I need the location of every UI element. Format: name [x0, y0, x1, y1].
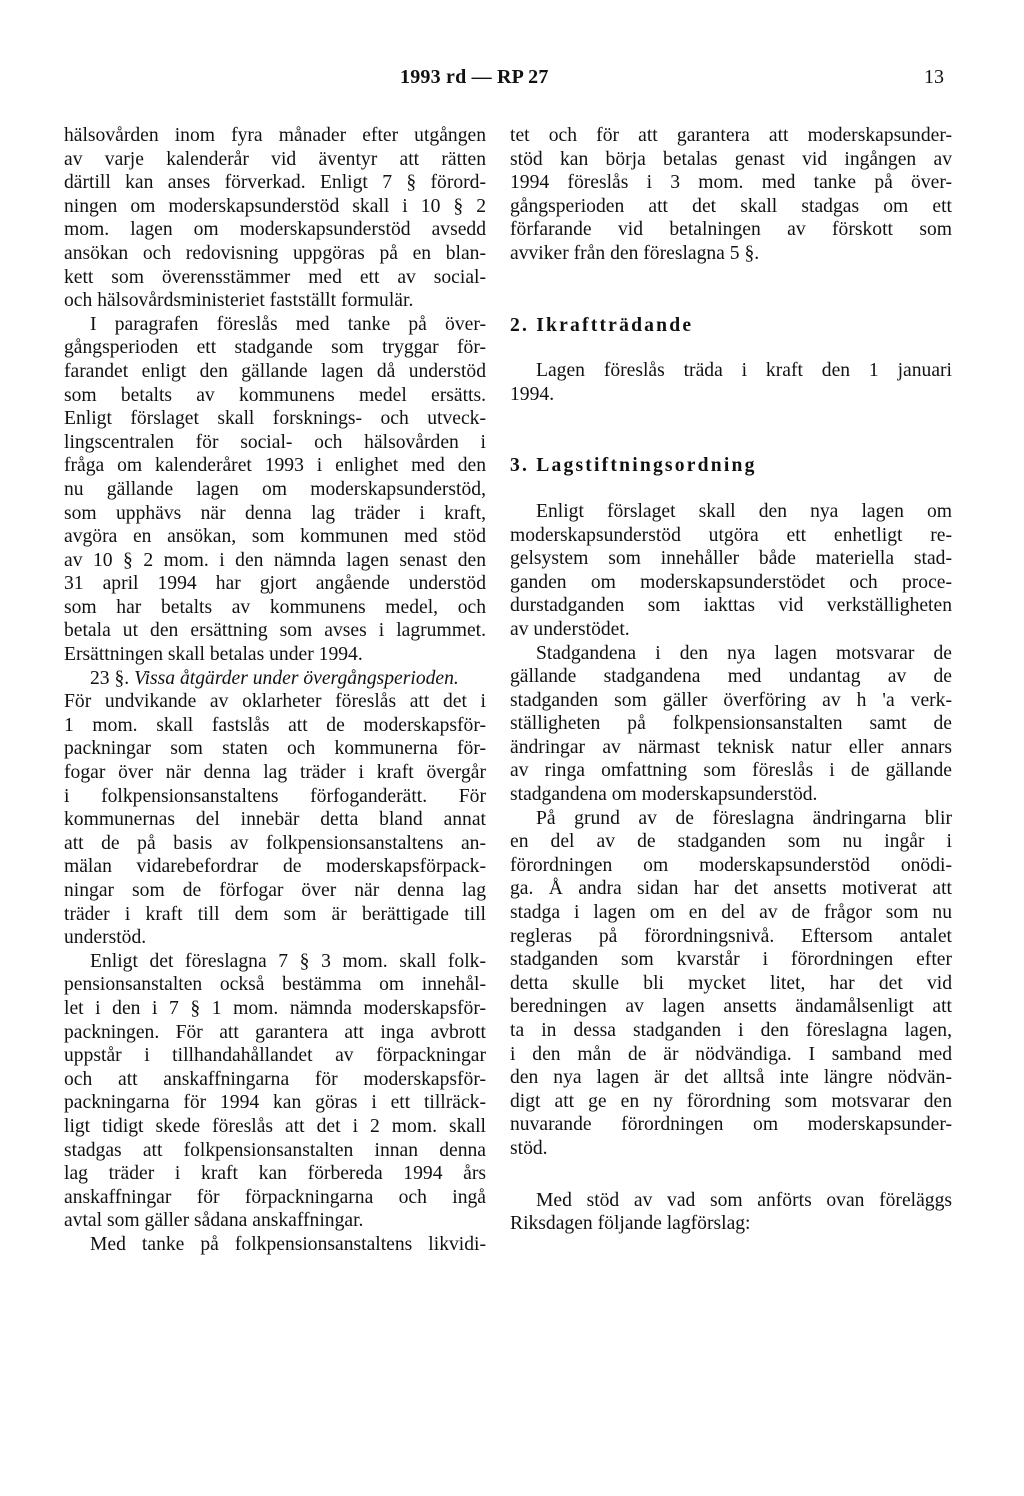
text-line: som upphävs när denna lag träder i kraft,: [64, 502, 486, 524]
text-line: hälsovården inom fyra månader efter utgången: [64, 125, 486, 146]
text-line: Enligt det föreslagna 7 § 3 mom. skall folk-: [90, 950, 486, 972]
text-line: betala ut den ersättning som avses i lagrummet.: [64, 620, 486, 642]
text-line: av 10 § 2 mom. i den nämnda lagen senast den: [64, 549, 486, 571]
running-header: 1993 rd — RP 27: [400, 66, 549, 88]
text-line: kommunernas del innebär detta bland annat: [64, 809, 486, 831]
text-line: stadganden som kvarstår i förordningen efter: [510, 949, 952, 971]
text-line: ningen om moderskapsunderstöd skall i 10 § 2: [64, 195, 486, 217]
text-line: För undvikande av oklarheter föreslås att det i: [64, 691, 486, 713]
text-line: ansökan och redovisning uppgöras på en blan-: [64, 242, 486, 264]
section-heading-lagstiftningsordning: 3. Lagstiftningsordning: [510, 455, 757, 477]
page-number: 13: [924, 66, 944, 88]
text-line: gångsperioden att det skall stadgas om ett: [510, 195, 952, 217]
spacer: [510, 266, 952, 314]
text-line: förfarande vid betalningen av förskott som: [510, 219, 952, 241]
text-line: en del av de stadganden som nu ingår i: [510, 831, 952, 853]
section-number: 23 §.: [90, 667, 130, 689]
text-line: gelsystem som innehåller både materiella stad-: [510, 548, 952, 570]
right-column: [510, 124, 952, 1236]
text-line: gångsperioden ett stadgande som tryggar för-: [64, 337, 486, 359]
text-line: uppstår i tillhandahållandet av förpackningar: [64, 1045, 486, 1067]
text-line: stöd.: [510, 1137, 548, 1159]
text-line: digt att ge en ny förordning som motsvarar den: [510, 1090, 952, 1112]
text-line: ningar som de förfogar över när denna lag: [64, 880, 486, 901]
text-line: som har betalts av kommunens medel, och: [64, 596, 486, 618]
section-title: Vissa åtgärder under övergångsperioden.: [134, 667, 459, 689]
text-line: i den mån de är nödvändiga. I samband med: [510, 1043, 952, 1065]
left-column: [64, 124, 486, 1257]
text-line: fråga om kalenderåret 1993 i enlighet med den: [64, 455, 486, 477]
text-line: kett som överensstämmer med ett av social-: [64, 266, 486, 288]
text-line: anskaffningar för förpackningarna och ingå: [64, 1186, 486, 1208]
text-line: därtill kan anses förverkad. Enligt 7 § förord-: [64, 172, 486, 194]
text-line: stadganden som gäller överföring av h 'a verk-: [510, 689, 952, 711]
text-line: stadgandena om moderskapsunderstöd.: [510, 784, 818, 806]
text-line: i folkpensionsanstaltens förfoganderätt. För: [64, 785, 486, 807]
text-line: beredningen av lagen ansetts ändamålsenligt att: [510, 996, 952, 1018]
text-line: 1 mom. skall fastslås att de moderskapsför-: [64, 714, 486, 736]
text-line: Lagen föreslås träda i kraft den 1 januari: [536, 360, 952, 382]
text-line: stadgas att folkpensionsanstalten innan denna: [64, 1139, 486, 1161]
text-line: moderskapsunderstöd utgöra ett enhetligt re-: [510, 524, 952, 546]
text-line: den nya lagen är det alltså inte längre nödvän-: [510, 1067, 952, 1089]
spacer: [510, 1161, 952, 1189]
text-line: tet och för att garantera att moderskapsunder-: [510, 125, 952, 146]
text-line: förordningen om moderskapsunderstöd onödi-: [510, 854, 952, 876]
text-line: packningen. För att garantera att inga avbrott: [64, 1021, 486, 1043]
section-23-line: [64, 667, 486, 691]
text-line: ta in dessa stadganden i den föreslagna lagen,: [510, 1020, 952, 1041]
text-line: 1994 föreslås i 3 mom. med tanke på över-: [510, 172, 952, 194]
text-line: Riksdagen följande lagförslag:: [510, 1213, 751, 1235]
text-line: ändringar av närmast teknisk natur eller annars: [510, 736, 952, 758]
text-line: Enligt förslaget skall forsknings- och utveck-: [64, 408, 486, 430]
text-line: ga. Å andra sidan har det ansetts motiverat att: [510, 878, 952, 900]
text-line: understöd.: [64, 927, 147, 949]
text-line: packningar som staten och kommunerna för-: [64, 738, 486, 760]
text-line: som betalts av kommunens medel ersätts.: [64, 384, 486, 406]
text-line: av ringa omfattning som föreslås i de gällande: [510, 760, 952, 782]
text-line: Enligt förslaget skall den nya lagen om: [536, 500, 952, 522]
text-line: ganden om moderskapsunderstödet och proce-: [510, 571, 952, 593]
text-line: durstadganden som iakttas vid verkställigheten: [510, 595, 952, 617]
text-line: regleras på förordningsnivå. Eftersom antalet: [510, 925, 952, 947]
text-line: Med tanke på folkpensionsanstaltens likvidi-: [90, 1233, 486, 1255]
text-line: ligt tidigt skede föreslås att det i 2 mom. skall: [64, 1115, 486, 1137]
text-line: I paragrafen föreslås med tanke på över-: [90, 313, 486, 335]
text-line: gällande stadgandena med undantag av de: [510, 666, 952, 688]
text-line: lingscentralen för social- och hälsovården i: [64, 431, 486, 453]
section-heading-ikrafttradande: 2. Ikraftträdande: [510, 314, 694, 336]
text-line: fogar över när denna lag träder i kraft övergår: [64, 762, 486, 784]
text-line: 1994.: [510, 383, 555, 405]
spacer: [510, 478, 952, 500]
text-line: 31 april 1994 har gjort angående understöd: [64, 573, 486, 595]
text-line: och att anskaffningarna för moderskapsför-: [64, 1068, 486, 1090]
text-line: avtal som gäller sådana anskaffningar.: [64, 1210, 364, 1232]
text-line: Ersättningen skall betalas under 1994.: [64, 644, 363, 666]
text-line: träder i kraft till dem som är berättigade till: [64, 903, 486, 925]
text-line: av understödet.: [510, 618, 630, 640]
text-line: ställigheten på folkpensionsanstalten samt de: [510, 713, 952, 735]
text-line: pensionsanstalten också bestämma om innehål-: [64, 974, 486, 996]
text-line: farandet enligt den gällande lagen då understöd: [64, 360, 486, 382]
text-line: detta skulle bli mycket litet, har det vid: [510, 972, 952, 994]
text-line: mälan vidarebefordrar de moderskapsförpack-: [64, 856, 486, 878]
text-line: Med stöd av vad som anförts ovan föreläggs: [536, 1189, 952, 1211]
text-line: och hälsovårdsministeriet fastställt formulär.: [64, 290, 414, 312]
text-line: av varje kalenderår vid äventyr att rätten: [64, 148, 486, 170]
spacer: [510, 337, 952, 359]
text-line: Stadgandena i den nya lagen motsvarar de: [536, 642, 952, 664]
page-header: [0, 66, 1024, 90]
text-line: stöd kan börja betalas genast vid ingången av: [510, 148, 952, 170]
text-line: lag träder i kraft kan förbereda 1994 års: [64, 1163, 486, 1185]
text-line: packningarna för 1994 kan göras i ett tillräck-: [64, 1092, 486, 1114]
text-line: stadga i lagen om en del av de frågor som nu: [510, 902, 952, 924]
text-line: avviker från den föreslagna 5 §.: [510, 242, 760, 264]
text-line: nu gällande lagen om moderskapsunderstöd,: [64, 478, 486, 500]
text-line: nuvarande förordningen om moderskapsunder-: [510, 1114, 952, 1136]
text-line: avgöra en ansökan, som kommunen med stöd: [64, 526, 486, 548]
text-line: let i den i 7 § 1 mom. nämnda moderskapsför-: [64, 997, 486, 1019]
spacer: [510, 406, 952, 454]
text-line: att de på basis av folkpensionsanstaltens an-: [64, 832, 486, 854]
text-line: mom. lagen om moderskapsunderstöd avsedd: [64, 219, 486, 241]
text-line: På grund av de föreslagna ändringarna blir: [536, 807, 952, 829]
